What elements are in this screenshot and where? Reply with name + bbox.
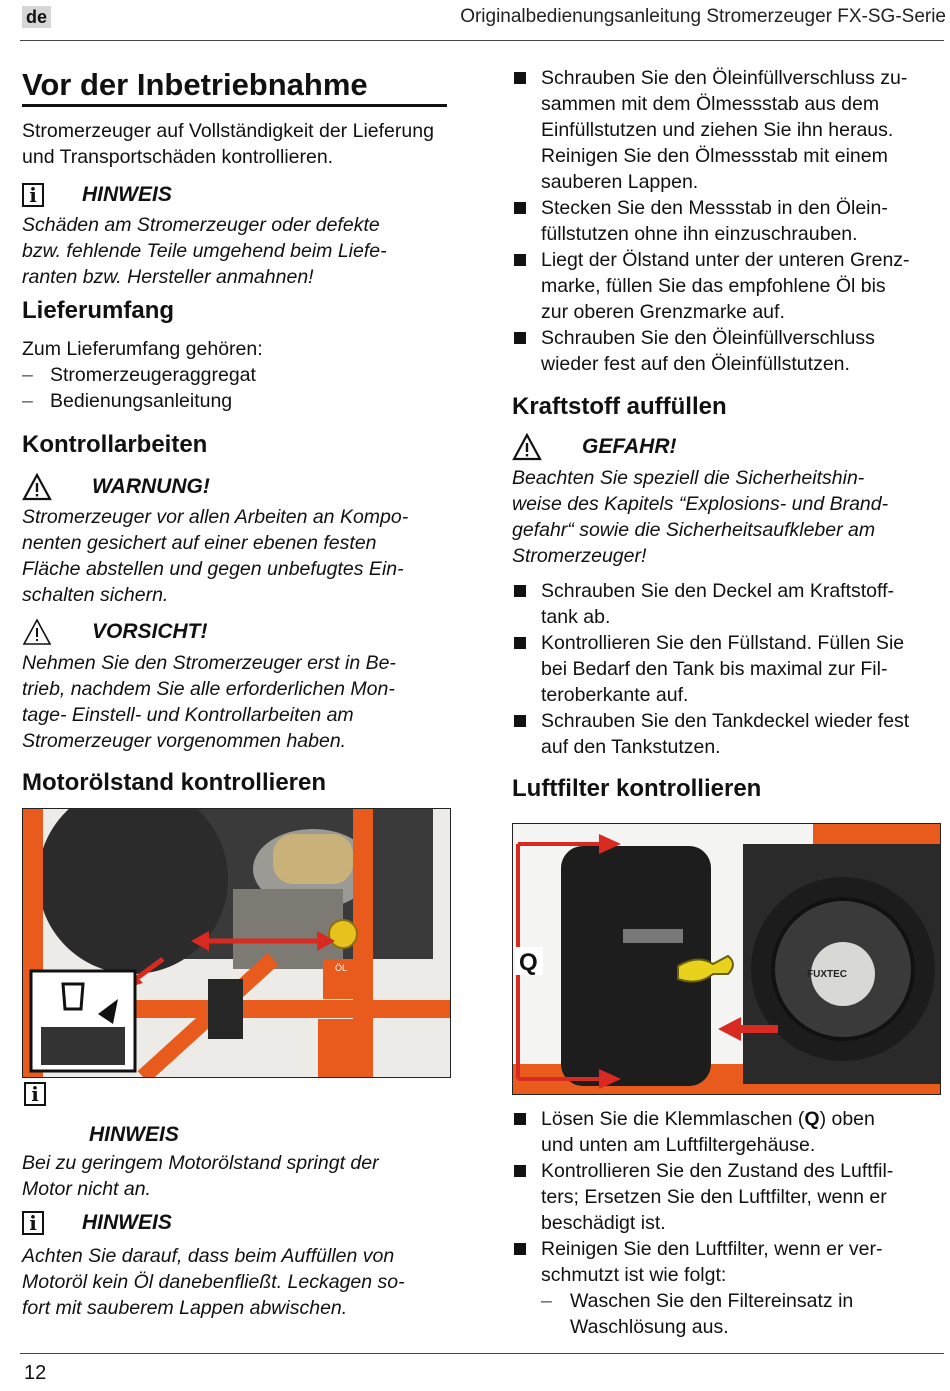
list-item: Schrauben Sie den Öleinfüllverschluss wieder fest auf den Öleinfüllstutzen. bbox=[512, 325, 944, 377]
list-item: Kontrollieren Sie den Füllstand. Füllen Sie bei Bedarf den Tank bis maximal zur Fil- teroberkante auf. bbox=[512, 630, 944, 708]
caution-triangle-icon bbox=[22, 618, 52, 646]
list-item: Reinigen Sie den Luftfilter, wenn er ver- schmutzt ist wie folgt: – Waschen Sie den Filtereinsatz in Waschlösung aus. bbox=[512, 1236, 944, 1340]
q-label: Q bbox=[519, 949, 538, 976]
list-item: – Bedienungsanleitung bbox=[22, 388, 452, 414]
list-item: Lösen Sie die Klemmlaschen (Q) oben und unten am Luftfiltergehäuse. bbox=[512, 1106, 944, 1158]
list-item: – Waschen Sie den Filtereinsatz in Waschlösung aus. bbox=[541, 1288, 944, 1340]
left-column bbox=[22, 66, 452, 107]
list-item: Kontrollieren Sie den Zustand des Luftfil- ters; Ersetzen Sie den Luftfilter, wenn er beschädigt ist. bbox=[512, 1158, 944, 1236]
notice-2-text: Bei zu geringem Motorölstand springt der Motor nicht an. bbox=[22, 1152, 379, 1200]
oil-steps-list bbox=[512, 65, 944, 377]
luftfilter-heading: Luftfilter kontrollieren bbox=[512, 775, 762, 802]
lieferumfang-block: Zum Lieferumfang gehören: – Stromerzeugeraggregat – Bedienungsanleitung bbox=[22, 336, 452, 414]
caution-text: Nehmen Sie den Stromerzeuger erst in Be- trieb, nachdem Sie alle erforderlichen Mon- tage- Einstell- und Kontrollarbeiten am Stromerzeuger vorgenommen haben. bbox=[22, 652, 396, 752]
motoroel-heading: Motorölstand kontrollieren bbox=[22, 769, 327, 796]
fuel-steps-list bbox=[512, 578, 944, 760]
info-icon: i bbox=[22, 1211, 44, 1235]
notice-hinweis-3: i HINWEIS bbox=[22, 1208, 452, 1238]
info-icon: i bbox=[24, 1082, 46, 1106]
warning-triangle-icon bbox=[22, 473, 52, 501]
oil-photo-label: ÖL bbox=[335, 963, 348, 973]
list-item: Schrauben Sie den Tankdeckel wieder fest auf den Tankstutzen. bbox=[512, 708, 944, 760]
language-tag: de bbox=[22, 6, 51, 28]
header-rule bbox=[20, 40, 944, 41]
notice-1-text: Schäden am Stromerzeuger oder defekte bzw. fehlende Teile umgehend beim Liefe- ranten bzw. Hersteller anmahnen! bbox=[22, 214, 387, 288]
intro-text: Stromerzeuger auf Vollständigkeit der Lieferung und Transportschäden kontrollieren. bbox=[22, 120, 434, 168]
air-filter-steps-list bbox=[512, 1106, 944, 1340]
page-number: 12 bbox=[24, 1362, 47, 1384]
footer-rule bbox=[20, 1353, 944, 1354]
notice-hinweis-1: i HINWEIS bbox=[22, 180, 452, 210]
notice-warnung: WARNUNG! bbox=[22, 472, 452, 502]
air-filter-photo bbox=[512, 823, 941, 1095]
info-icon: i bbox=[22, 183, 44, 207]
list-item: – Stromerzeugeraggregat bbox=[22, 362, 452, 388]
danger-triangle-icon bbox=[512, 433, 542, 461]
brand-label: FUXTEC bbox=[807, 969, 847, 980]
notice-vorsicht: VORSICHT! bbox=[22, 617, 452, 647]
notice-gefahr: GEFAHR! bbox=[512, 432, 944, 462]
list-item: Stecken Sie den Messstab in den Ölein- füllstutzen ohne ihn einzuschrauben. bbox=[512, 195, 944, 247]
lieferumfang-heading: Lieferumfang bbox=[22, 297, 175, 324]
danger-text: Beachten Sie speziell die Sicherheitshin- weise des Kapitels “Explosions- und Brand- gefahr“ sowie die Sicherheitsaufkleber am Stromerzeuger! bbox=[512, 467, 889, 567]
kraftstoff-heading: Kraftstoff auffüllen bbox=[512, 393, 727, 420]
notice-2-label: HINWEIS bbox=[89, 1123, 179, 1146]
notice-3-text: Achten Sie darauf, dass beim Auffüllen von Motoröl kein Öl danebenfließt. Leckagen so- fort mit sauberem Lappen abwischen. bbox=[22, 1245, 405, 1319]
oil-level-photo bbox=[22, 808, 451, 1078]
list-item: Liegt der Ölstand unter der unteren Grenz- marke, füllen Sie das empfohlene Öl bis zur oberen Grenzmarke auf. bbox=[512, 247, 944, 325]
kontrollarbeiten-heading: Kontrollarbeiten bbox=[22, 431, 208, 458]
list-item: Schrauben Sie den Deckel am Kraftstoff- tank ab. bbox=[512, 578, 944, 630]
list-item: Schrauben Sie den Öleinfüllverschluss zu- sammen mit dem Ölmessstab aus dem Einfüllstutzen und ziehen Sie ihn heraus. Reinigen Sie den Ölmessstab mit einem sauberen Lappen. bbox=[512, 65, 944, 195]
header-title: Originalbedienungsanleitung Stromerzeuger FX-SG-Serie bbox=[460, 6, 946, 27]
warning-text: Stromerzeuger vor allen Arbeiten an Kompo- nenten gesichert auf einer ebenen festen Fläche abstellen und gegen unbefugtes Ein- schalten sichern. bbox=[22, 506, 409, 606]
section-title: Vor der Inbetriebnahme bbox=[22, 66, 452, 107]
